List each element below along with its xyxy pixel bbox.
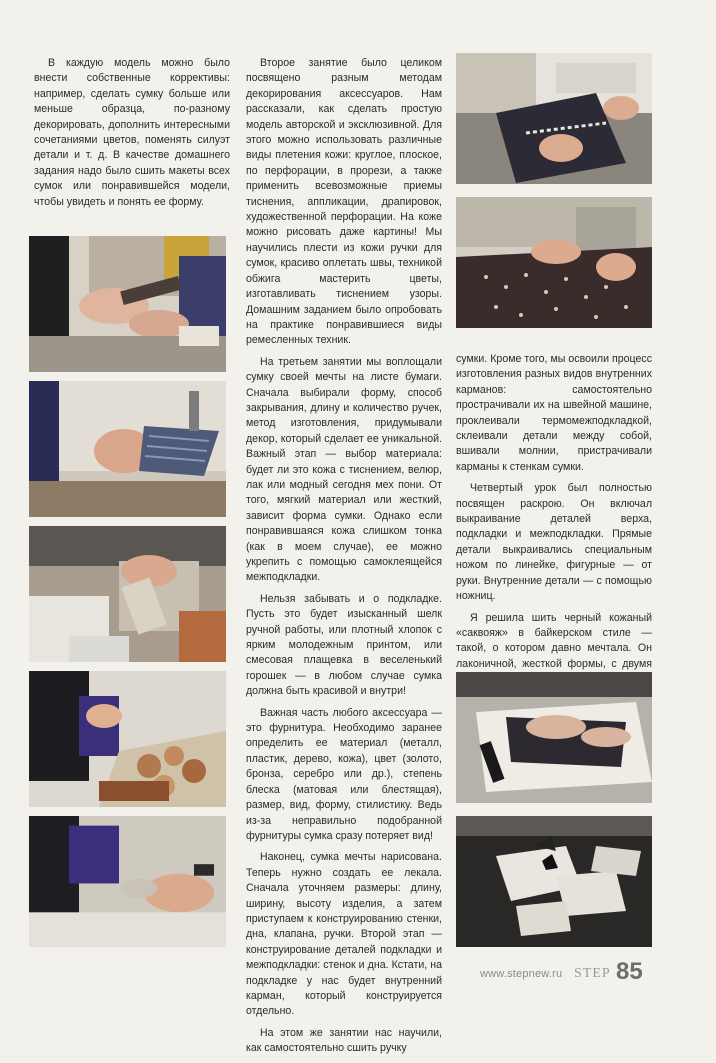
paragraph: Нельзя забывать и о подкладке. Пусть это будет изысканный шелк ручной работы, или плотный хлопок с ярким молодежным принтом, или смесовая плащевка в веселенький горошек — в любом случае сумка должна быть красивой и внутри! bbox=[246, 592, 442, 698]
paragraph: В каждую модель можно было внести собственные коррективы: например, сделать сумку больше или меньше образца, по-разному декорировать, дополнить интересными сочетаниями цветов, поменять силуэт детали и т. д. В качестве домашнего задания надо было сшить макеты всех сумок или понравившейся модели, чтобы увидеть и понять ее форму. bbox=[34, 57, 230, 208]
text-column-3 bbox=[456, 352, 652, 694]
website-url: www.stepnew.ru bbox=[480, 968, 563, 980]
photo-leather-flowers bbox=[29, 671, 226, 807]
photo-sewing-machine-1 bbox=[456, 53, 652, 184]
paragraph: Четвертый урок был полностью посвящен раскрою. Он включал выкраивание деталей верха, подкладки и межподкладки. Прямые детали выкраивались специальным ножом по линейке, фигурные — от руки. Внутренние детали — с помощью ножниц. bbox=[456, 482, 652, 603]
paragraph: Я решила шить черный кожаный «саквояж» в байкерском стиле — такой, о котором давно мечтала. Он лаконичной, жесткой формы, с двумя bbox=[456, 611, 652, 670]
page-footer bbox=[470, 958, 690, 988]
text-column-1 bbox=[34, 56, 230, 216]
photo-sewing-machine-2 bbox=[456, 197, 652, 328]
photo-leather-embossing bbox=[29, 381, 226, 517]
page-number: 85 bbox=[616, 958, 643, 985]
paragraph: Второе занятие было целиком посвящено разным методам декорирования аксессуаров. Нам рассказали, как сделать простую модель авторской и эксклюзивной. Для этого можно использовать различные виды плетения кожи: круглое, плоское, по перфорации, в прорези, а также применить всевозможные приемы тиснения, аппликации, драпировок, художественной перфорации. На коже можно рисовать даже картины! Мы научились плести из кожи ручки для сумок, красиво оплетать швы, техникой обжига мастерить цветы, изготавливать тиснением узоры. Домашним заданием было опробовать на практике понравившиеся виды ремесленных техник. bbox=[246, 57, 442, 347]
text-column-2 bbox=[246, 56, 442, 1063]
paragraph: На этом же занятии нас научили, как самостоятельно сшить ручку bbox=[246, 1026, 442, 1055]
photo-hardware-fitting bbox=[29, 816, 226, 947]
photo-cutting-pattern bbox=[456, 672, 652, 803]
paragraph: сумки. Кроме того, мы освоили процесс изготовления разных видов внутренних карманов: самостоятельно прострачивали их на швейной машине, проклеивали термомежподкладкой, склеивали детали между собой, вшивали молнии, пристрачивали карманы к стенкам сумки. bbox=[456, 353, 652, 473]
photo-braiding-handle bbox=[29, 236, 226, 372]
paragraph: На третьем занятии мы воплощали сумку своей мечты на листе бумаги. Сначала выбирали форму, способ закрывания, длину и количество ручек, метод изготовления, придумывали декор, который сделает ее уникальной. Важный этап — выбор материала: будет ли это кожа с тиснением, велюр, лак или модный сегодня мех пони. От того, мягкий материал или жесткий, зависит форма сумки. Однако если понравившаяся кожа слишком тонка (как в моем случае), ее можно укрепить с помощью самоклеящейся межподкладки. bbox=[246, 355, 442, 584]
paragraph: Наконец, сумка мечты нарисована. Теперь нужно создать ее лекала. Сначала уточняем размеры: длину, ширину, высоту изделия, а затем приступаем к конструированию стенки, дна, клапана, ручки. Второй этап — конструирование деталей подкладки и межподкладки: стенок и дна. Кстати, на подкладке у нас будет внутренний карман, который конструируется отдельно. bbox=[246, 851, 442, 1018]
magazine-brand: STEP bbox=[574, 966, 611, 981]
photo-workshop-table bbox=[29, 526, 226, 662]
photo-pattern-pieces bbox=[456, 816, 652, 947]
paragraph: Важная часть любого аксессуара — это фурнитура. Необходимо заранее определить ее материал (металл, пластик, дерево, кожа), цвет (золото, бронза, серебро или др.), степень блеска (матовая или блестящая), размер, вид, форму, стилистику. Ведь из-за неправильно подобранной фурнитуры сумка сразу потеряет вид! bbox=[246, 706, 442, 842]
